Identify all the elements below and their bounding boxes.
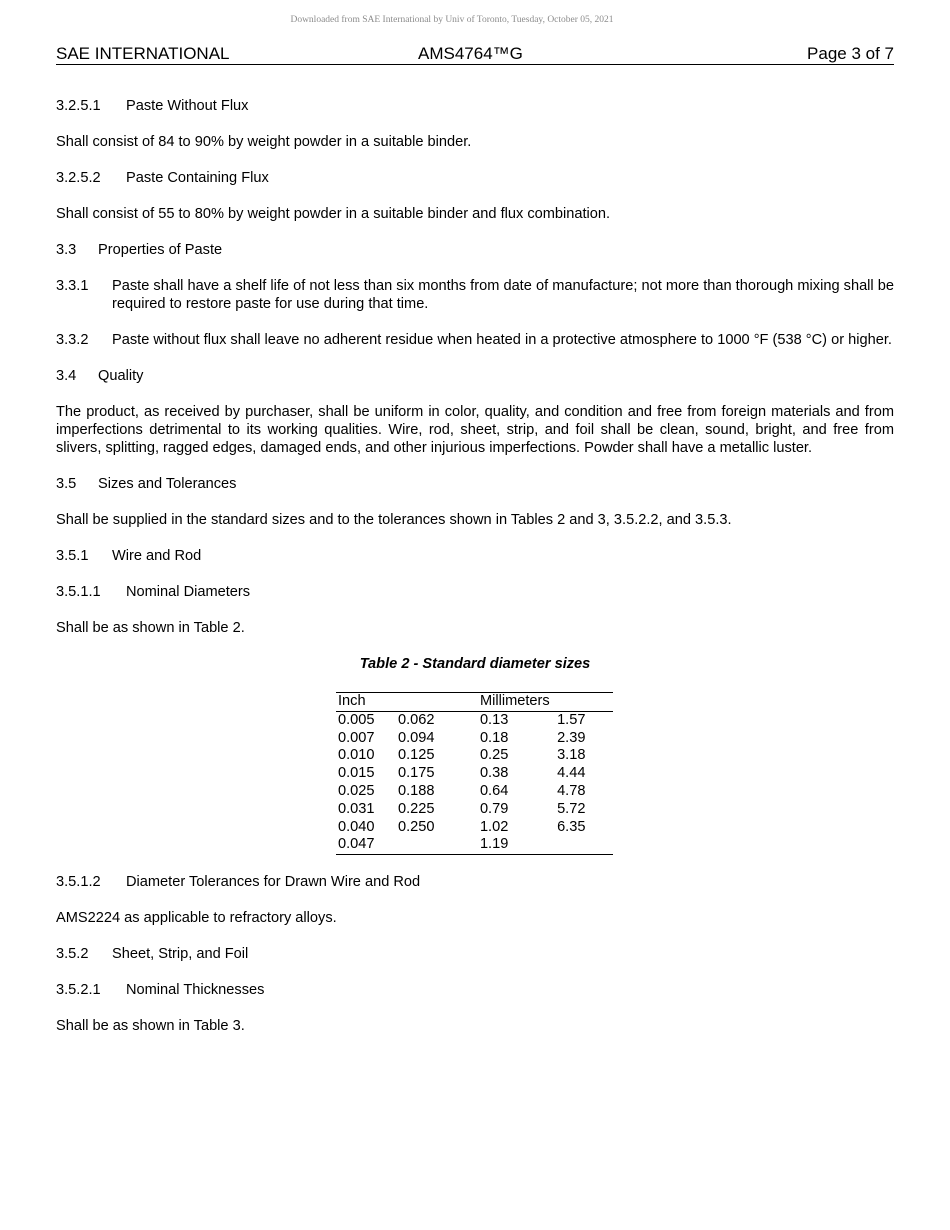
section-number: 3.5.2 [56,946,89,963]
table-cell: 0.175 [397,765,435,782]
table-cell: 0.38 [479,765,509,782]
table-cell: 1.19 [479,836,509,853]
table-cell [396,836,478,854]
table-cell: 4.44 [557,765,586,782]
table-cell: 0.031 [338,800,375,817]
table-cell: 1.02 [479,818,509,835]
table-cell: 0.188 [397,782,435,799]
section-number: 3.5 [56,476,77,492]
section-number: 3.5.1.1 [56,584,101,600]
section-heading-3-5-1-2 [56,873,894,891]
table-cell: 0.64 [479,782,509,799]
section-title: Diameter Tolerances for Drawn Wire and Rod [126,874,421,891]
numbered-paragraph-3-3-2 [56,331,894,349]
section-title: Nominal Thicknesses [126,982,265,999]
table-cell: 0.025 [338,782,375,799]
paragraph: Shall be as shown in Table 2. [56,620,245,636]
section-number: 3.5.1 [56,548,89,564]
page-header [56,44,894,65]
table-row [336,747,613,765]
section-title: Sheet, Strip, and Foil [112,946,249,963]
paragraph: AMS2224 as applicable to refractory alloys. [56,910,337,927]
paragraph: The product, as received by purchaser, shall be uniform in color, quality, and condition and free from foreign materials and from imperfections detrimental to its working qualities. Wire, rod, sheet, strip, and foil shall be clean, sound, bright, and free from slivers, splitting, ragged edges, damaged ends, and other injurious imperfections. Powder shall have a metallic luster. [56,404,894,456]
table-cell: 0.010 [338,747,375,764]
table-row [336,819,613,837]
section-number: 3.3 [56,242,77,258]
numbered-paragraph-3-3-1 [56,277,894,313]
table-header-row [336,693,613,712]
paragraph-text: Paste shall have a shelf life of not less than six months from date of manufacture; not more than thorough mixing shall be required to restore paste for use during that time. [112,278,894,312]
paragraph-text: Paste without flux shall leave no adherent residue when heated in a protective atmosphere to 1000 °F (538 °C) or higher. [112,332,892,348]
table-row [336,765,613,783]
table-cell: 0.18 [479,729,509,746]
table-row [336,711,613,729]
table-cell: 0.094 [397,729,435,746]
section-heading-3-4 [56,367,894,385]
table-cell: 5.72 [557,800,586,817]
section-number: 3.5.1.2 [56,874,101,891]
section-number: 3.3.1 [56,278,89,294]
table-row [336,801,613,819]
section-heading-3-2-5-1 [56,97,894,115]
publisher-name: SAE INTERNATIONAL [56,44,230,63]
section-heading-3-5-1-1 [56,583,894,601]
paragraph: Shall be as shown in Table 3. [56,1018,245,1035]
table-cell: 0.13 [479,711,509,728]
section-title: Nominal Diameters [126,584,251,600]
table-row [336,836,613,854]
paragraph: Shall be supplied in the standard sizes and to the tolerances shown in Tables 2 and 3, 3.5.2.2, and 3.5.3. [56,512,732,528]
table-cell: 0.015 [338,765,375,782]
section-heading-3-5-1 [56,547,894,565]
table-cell: 1.57 [557,711,586,728]
standard-diameter-table [336,692,613,855]
table-cell: 0.007 [338,729,375,746]
document-body [56,97,894,1035]
section-title: Quality [98,368,144,384]
download-watermark: Downloaded from SAE International by Univ of Toronto, Tuesday, October 05, 2021 [290,15,614,25]
table-cell: 0.047 [338,836,375,853]
section-title: Paste Without Flux [126,98,249,114]
section-heading-3-5-2-1 [56,981,894,999]
table-cell: 0.040 [338,818,375,835]
section-title: Paste Containing Flux [126,170,269,186]
table-cell: 0.005 [338,711,375,728]
table-cell: 0.79 [479,800,509,817]
table-cell: 0.125 [397,747,435,764]
table-row [336,730,613,748]
table-cell: 0.25 [479,747,509,764]
section-title: Properties of Paste [98,242,223,258]
section-heading-3-5 [56,475,894,493]
table-cell: 2.39 [557,729,586,746]
section-number: 3.5.2.1 [56,982,101,999]
table-cell: 4.78 [557,782,586,799]
document-number: AMS4764™G [418,44,523,63]
table-cell: 6.35 [557,818,586,835]
section-heading-3-3 [56,241,894,259]
table-cell: 0.062 [397,711,435,728]
header-inch: Inch [336,693,478,712]
section-title: Sizes and Tolerances [98,476,237,492]
table-cell: 0.250 [397,818,435,835]
table-cell [555,836,613,854]
section-heading-3-5-2 [56,945,894,963]
table-caption: Table 2 - Standard diameter sizes [359,656,591,672]
section-number: 3.2.5.1 [56,98,101,114]
section-number: 3.3.2 [56,332,89,348]
table-cell: 3.18 [557,747,586,764]
page-number: Page 3 of 7 [807,44,894,63]
section-number: 3.2.5.2 [56,170,101,186]
table-row [336,783,613,801]
header-millimeters: Millimeters [478,693,613,712]
paragraph: Shall consist of 84 to 90% by weight powder in a suitable binder. [56,134,472,150]
paragraph: Shall consist of 55 to 80% by weight powder in a suitable binder and flux combination. [56,206,611,222]
table-cell: 0.225 [397,800,435,817]
section-number: 3.4 [56,368,77,384]
section-heading-3-2-5-2 [56,169,894,187]
section-title: Wire and Rod [112,548,202,564]
